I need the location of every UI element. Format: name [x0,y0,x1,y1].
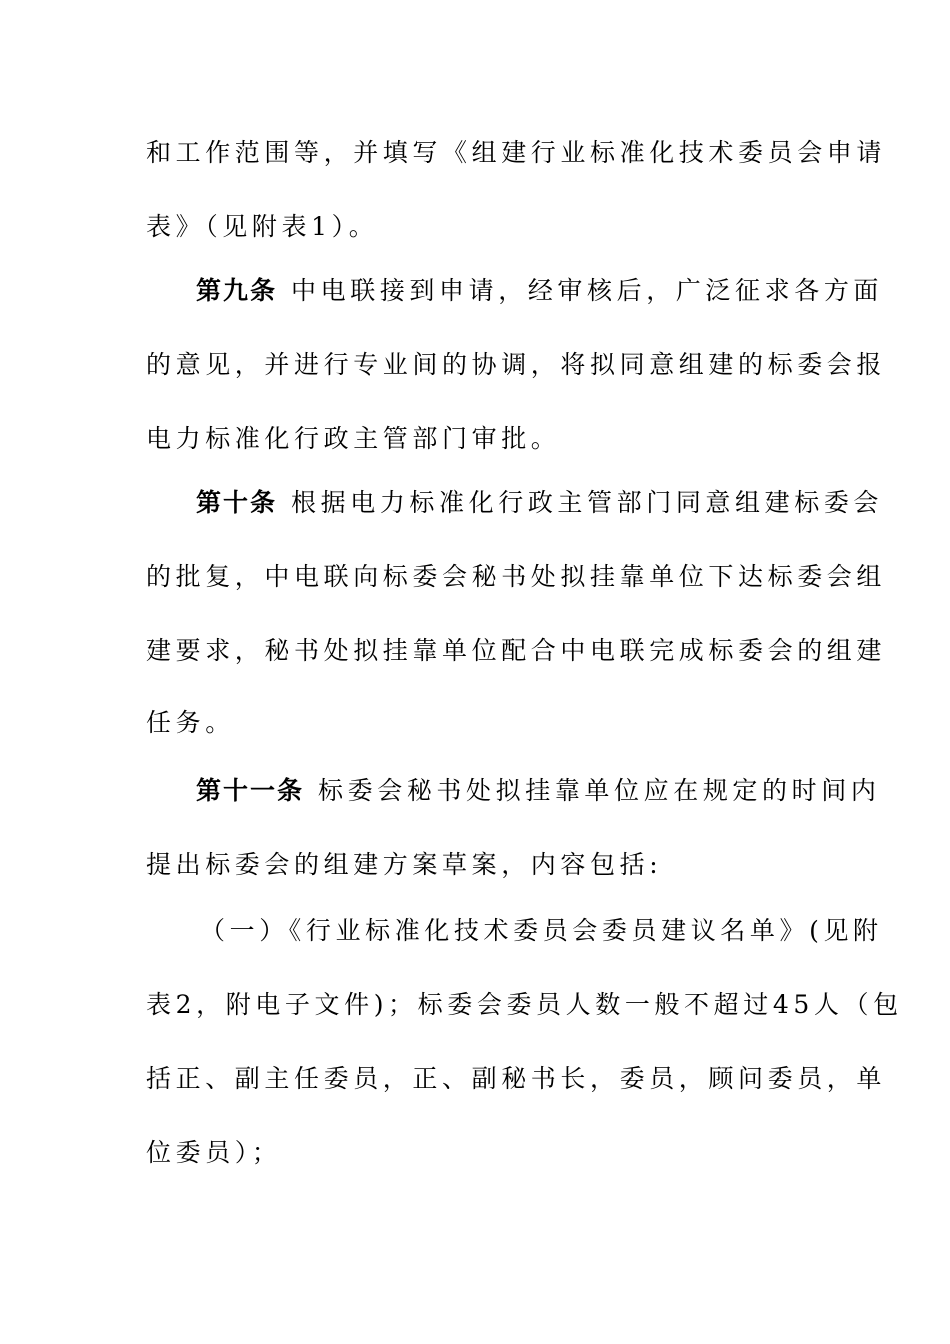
body-line [146,636,887,666]
line-text: 位委员）； [146,1138,282,1167]
body-line [146,1064,887,1094]
body-line [146,990,903,1020]
body-line [146,424,826,454]
article-heading: 第十条 [196,488,278,517]
line-text: 的意见，并进行专业间的协调，将拟同意组建的标委会报 [146,350,887,379]
line-text: 建要求，秘书处拟挂靠单位配合中电联完成标委会的组建 [146,636,887,665]
line-text: 提出标委会的组建方案草案，内容包括: [146,850,663,879]
list-item-1 [200,916,883,946]
article-10-paragraph [196,488,884,518]
line-text: 根据电力标准化行政主管部门同意组建标委会 [291,488,884,517]
line-text: 标委会秘书处拟挂靠单位应在规定的时间内 [318,776,881,805]
body-line [146,850,826,880]
body-line [146,138,887,168]
body-line [146,212,826,242]
body-line [146,350,887,380]
article-11-paragraph [196,776,881,806]
line-text: 括正、副主任委员，正、副秘书长，委员，顾问委员，单 [146,1064,887,1093]
line-text: 的批复，中电联向标委会秘书处拟挂靠单位下达标委会组 [146,562,887,591]
body-line [146,708,826,738]
line-text: 任务。 [146,708,235,737]
line-text: 表》（见附表1）。 [146,212,379,241]
article-9-paragraph [196,276,884,306]
body-line [146,562,887,592]
line-text: 中电联接到申请，经审核后，广泛征求各方面 [291,276,884,305]
body-line [146,1138,826,1168]
line-text: 电力标准化行政主管部门审批。 [146,424,561,453]
line-text: 表2，附电子文件)；标委会委员人数一般不超过45人（包 [146,990,903,1019]
article-heading: 第十一条 [196,776,305,805]
line-text: 和工作范围等，并填写《组建行业标准化技术委员会申请 [146,138,887,167]
article-heading: 第九条 [196,276,278,305]
line-text: （一）《行业标准化技术委员会委员建议名单》(见附 [200,916,883,945]
